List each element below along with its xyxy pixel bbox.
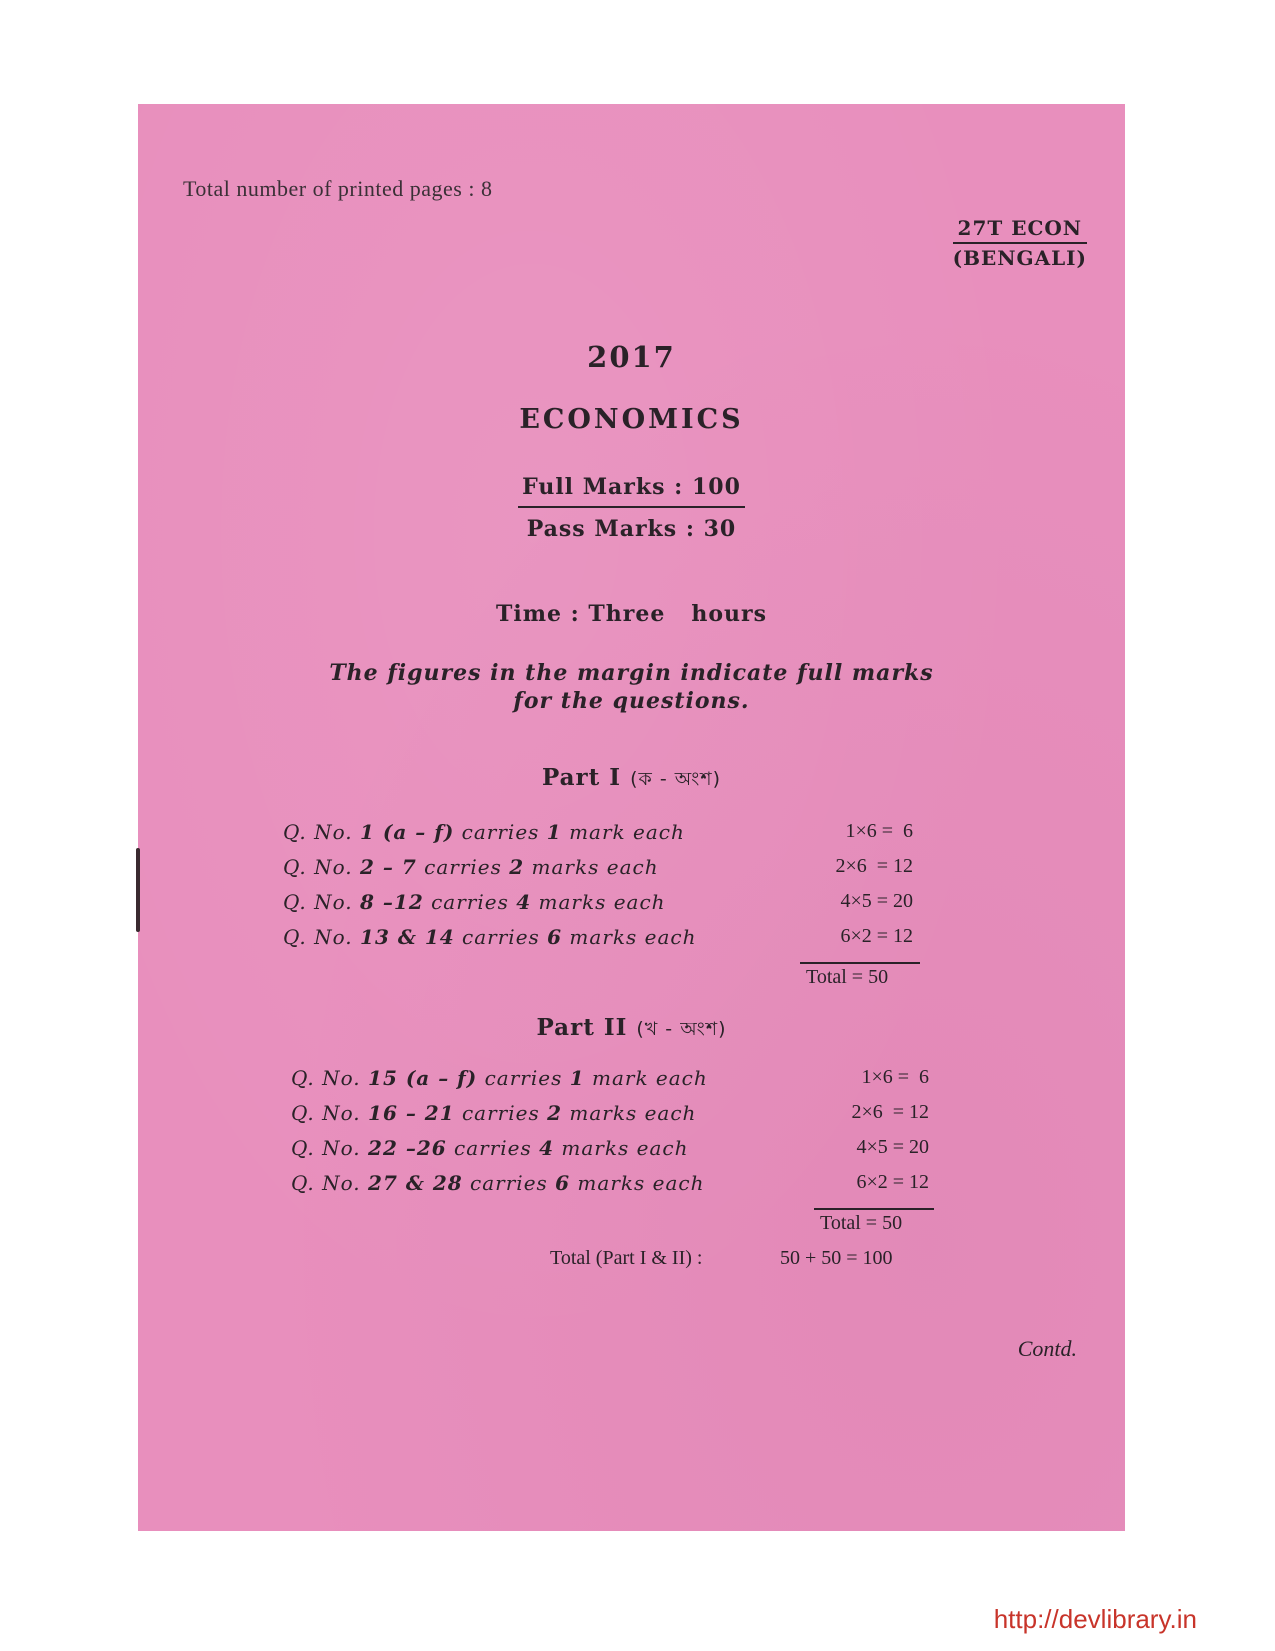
marks-row-prefix: Q. No. <box>283 820 361 844</box>
margin-note-line1: The figures in the margin indicate full marks <box>329 660 934 686</box>
marks-row-marks: 2 <box>509 855 525 879</box>
marks-row-calc: 4×5 = 20 <box>856 1136 929 1158</box>
marks-row-nums: 13 & 14 <box>360 925 455 949</box>
paper-code-block <box>953 216 1087 270</box>
marks-row-prefix: Q. No. <box>283 925 361 949</box>
marks-row <box>283 925 943 959</box>
marks-row-suffix: mark each <box>584 1066 708 1090</box>
marks-row-calc: 2×6 = 12 <box>835 855 913 877</box>
marks-row-nums: 2 – 7 <box>360 855 417 879</box>
marks-row-text <box>291 1136 688 1160</box>
marks-row-text <box>283 890 666 914</box>
marks-row-marks: 1 <box>569 1066 585 1090</box>
marks-row-desc: carries <box>462 1171 556 1195</box>
marks-row-marks: 4 <box>516 890 532 914</box>
exam-time: Time : Three hours <box>495 601 767 627</box>
marks-row-suffix: mark each <box>561 820 685 844</box>
part1-title: Part I <box>541 764 622 791</box>
marks-row-nums: 8 –12 <box>360 890 424 914</box>
grand-total-label: Total (Part I & II) : <box>550 1247 703 1269</box>
part1-title-bn: (ক - অংশ) <box>630 768 722 790</box>
part2-total-rule <box>814 1208 934 1210</box>
marks-row-suffix: marks each <box>562 925 697 949</box>
marks-row-desc: carries <box>423 890 517 914</box>
marks-block <box>138 474 1125 542</box>
full-marks: Full Marks : 100 <box>518 474 745 508</box>
marks-row-nums: 15 (a – f) <box>368 1066 478 1090</box>
part2-title: Part II <box>536 1014 628 1041</box>
printed-pages-note: Total number of printed pages : 8 <box>183 176 493 201</box>
marks-row-desc: carries <box>477 1066 570 1090</box>
staple-mark <box>136 848 140 932</box>
marks-row-text <box>291 1066 708 1090</box>
marks-row-calc: 6×2 = 12 <box>856 1171 929 1193</box>
marks-row-prefix: Q. No. <box>291 1136 369 1160</box>
marks-row-nums: 16 – 21 <box>368 1101 455 1125</box>
marks-row-desc: carries <box>416 855 510 879</box>
paper-code: 27T ECON <box>953 216 1087 244</box>
marks-row-calc: 4×5 = 20 <box>840 890 913 912</box>
marks-row-desc: carries <box>454 820 547 844</box>
exam-subject: ECONOMICS <box>519 404 744 435</box>
marks-row-suffix: marks each <box>554 1136 689 1160</box>
marks-row-calc: 1×6 = 6 <box>845 820 913 842</box>
marks-row-desc: carries <box>446 1136 540 1160</box>
marks-row-marks: 6 <box>547 925 563 949</box>
exam-year: 2017 <box>587 340 676 374</box>
marks-row-text <box>283 925 696 949</box>
marks-row <box>283 890 943 924</box>
marks-row-desc: carries <box>454 1101 548 1125</box>
marks-row <box>283 855 943 889</box>
marks-row-suffix: marks each <box>531 890 666 914</box>
marks-row <box>283 820 943 854</box>
marks-row <box>291 1066 951 1100</box>
marks-row <box>291 1101 951 1135</box>
marks-row-prefix: Q. No. <box>283 855 361 879</box>
marks-row-nums: 1 (a – f) <box>360 820 455 844</box>
marks-row-text <box>291 1171 704 1195</box>
marks-row-calc: 1×6 = 6 <box>861 1066 929 1088</box>
marks-row-text <box>283 820 685 844</box>
marks-row-calc: 2×6 = 12 <box>851 1101 929 1123</box>
part1-total: Total = 50 <box>806 966 889 988</box>
marks-row-marks: 2 <box>547 1101 563 1125</box>
part2-total: Total = 50 <box>820 1212 903 1234</box>
part2-title-bn: (খ - অংশ) <box>636 1018 727 1040</box>
marks-row-marks: 6 <box>555 1171 571 1195</box>
part2-heading <box>138 1014 1125 1047</box>
marks-row-marks: 1 <box>546 820 562 844</box>
marks-row-desc: carries <box>454 925 548 949</box>
marks-row-text <box>283 855 659 879</box>
marks-row-prefix: Q. No. <box>291 1101 369 1125</box>
marks-row-prefix: Q. No. <box>291 1066 369 1090</box>
part1-heading <box>138 764 1125 797</box>
marks-row-nums: 27 & 28 <box>368 1171 463 1195</box>
marks-row <box>291 1171 951 1205</box>
paper-language: (BENGALI) <box>952 246 1087 270</box>
margin-note-line2: for the questions. <box>513 688 750 714</box>
source-url: http://devlibrary.in <box>993 1604 1197 1634</box>
part1-total-rule <box>800 962 920 964</box>
margin-note <box>138 659 1125 715</box>
marks-row-marks: 4 <box>539 1136 555 1160</box>
marks-row-prefix: Q. No. <box>283 890 361 914</box>
marks-row-text <box>291 1101 696 1125</box>
grand-total-value: 50 + 50 = 100 <box>780 1247 893 1269</box>
marks-row-suffix: marks each <box>570 1171 705 1195</box>
pass-marks: Pass Marks : 30 <box>526 516 737 542</box>
continued-note: Contd. <box>1017 1336 1077 1361</box>
marks-row-suffix: marks each <box>562 1101 697 1125</box>
marks-row-calc: 6×2 = 12 <box>840 925 913 947</box>
marks-row-nums: 22 –26 <box>368 1136 447 1160</box>
question-paper-sheet <box>138 104 1125 1531</box>
marks-row <box>291 1136 951 1170</box>
marks-row-prefix: Q. No. <box>291 1171 369 1195</box>
marks-row-suffix: marks each <box>524 855 659 879</box>
